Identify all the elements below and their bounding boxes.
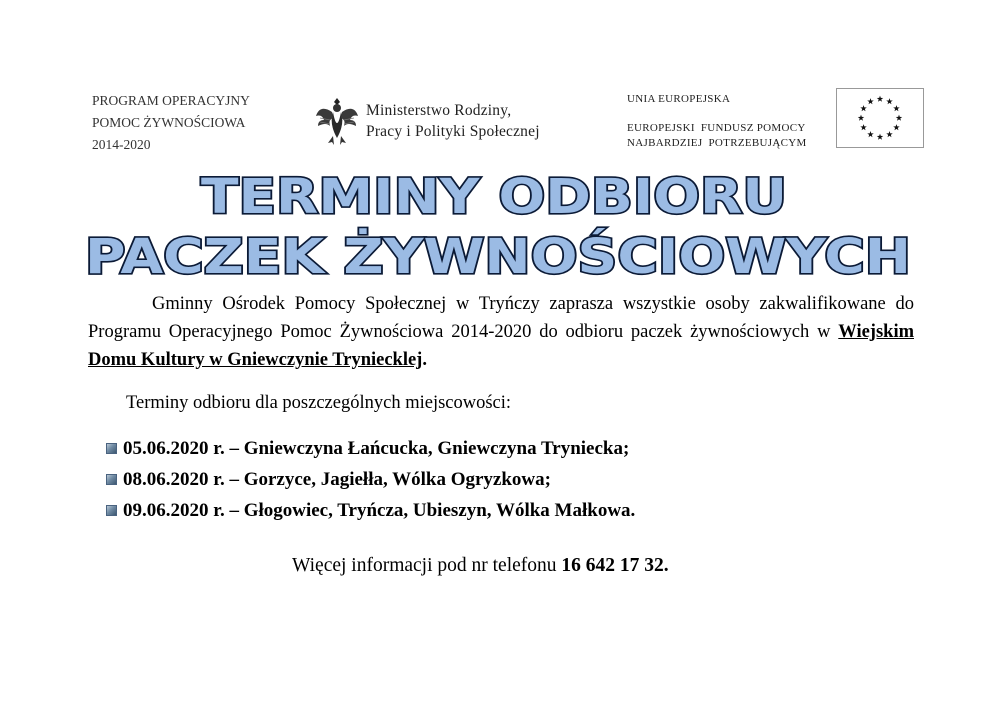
eu-star-icon [886, 131, 892, 137]
program-logo-text [92, 90, 250, 156]
schedule-list [88, 433, 914, 526]
document-body [88, 290, 914, 526]
list-item [88, 495, 914, 526]
eu-star-icon [858, 115, 864, 121]
eu-text [627, 92, 807, 151]
program-line-2: POMOC ŻYWNOŚCIOWA [92, 115, 246, 130]
schedule-lead: Terminy odbioru dla poszczególnych miejscowości: [126, 393, 512, 413]
list-item [88, 433, 914, 464]
poster-title [0, 165, 1000, 280]
schedule-entry: 05.06.2020 r. – Gniewczyna Łańcucka, Gniewczyna Tryniecka; [123, 437, 630, 459]
title-line-2: PACZEK ŻYWNOŚCIOWYCH [85, 229, 803, 280]
eu-star-icon [860, 124, 866, 130]
eu-star-icon [886, 98, 892, 104]
program-line-3: 2014-2020 [92, 137, 151, 152]
intro-text: Gminny Ośrodek Pomocy Społecznej w Tryńczy zaprasza wszystkie osoby zakwalifikowane do Programu Operacyjnego Pomoc Żywnościowa 2014-2020 do odbioru paczek żywnościowych w [88, 294, 914, 342]
eu-line-1: UNIA EUROPEJSKA [627, 93, 731, 105]
schedule-entry: 09.06.2020 r. – Głogowiec, Tryńcza, Ubieszyn, Wólka Małkowa. [123, 499, 636, 521]
contact-info [292, 555, 669, 577]
ministry-line-1: Ministerstwo Rodziny, [366, 102, 512, 119]
eu-star-icon [896, 115, 902, 121]
eu-star-icon [867, 131, 873, 137]
ministry-line-2: Pracy i Polityki Społecznej [366, 123, 540, 140]
phone-number: 16 642 17 32. [561, 555, 669, 576]
eu-star-icon [867, 98, 873, 104]
intro-period: . [422, 350, 427, 370]
title-line-1: TERMINY ODBIORU [201, 169, 787, 225]
eu-star-icon [893, 105, 899, 111]
square-bullet-icon [106, 443, 117, 454]
list-item [88, 464, 914, 495]
eu-star-icon [877, 134, 883, 140]
venue-name: Wiejskim Domu Kultury w Gniewczynie Tryniecklej [88, 322, 914, 370]
schedule-entry: 08.06.2020 r. – Gorzyce, Jagiełła, Wólka Ogryzkowa; [123, 468, 551, 490]
program-line-1: PROGRAM OPERACYJNY [92, 93, 250, 108]
square-bullet-icon [106, 474, 117, 485]
eu-star-icon [860, 105, 866, 111]
eu-star-icon [877, 96, 883, 102]
ministry-name [366, 100, 540, 142]
contact-text: Więcej informacji pod nr telefonu [292, 555, 562, 576]
document-header [0, 0, 1000, 170]
eu-flag-icon [836, 88, 924, 148]
eagle-emblem-icon [314, 94, 360, 146]
eu-star-icon [893, 124, 899, 130]
square-bullet-icon [106, 505, 117, 516]
intro-paragraph [88, 290, 914, 374]
eu-line-2: EUROPEJSKI FUNDUSZ POMOCY [627, 122, 806, 134]
eu-line-3: NAJBARDZIEJ POTRZEBUJĄCYM [627, 137, 807, 149]
